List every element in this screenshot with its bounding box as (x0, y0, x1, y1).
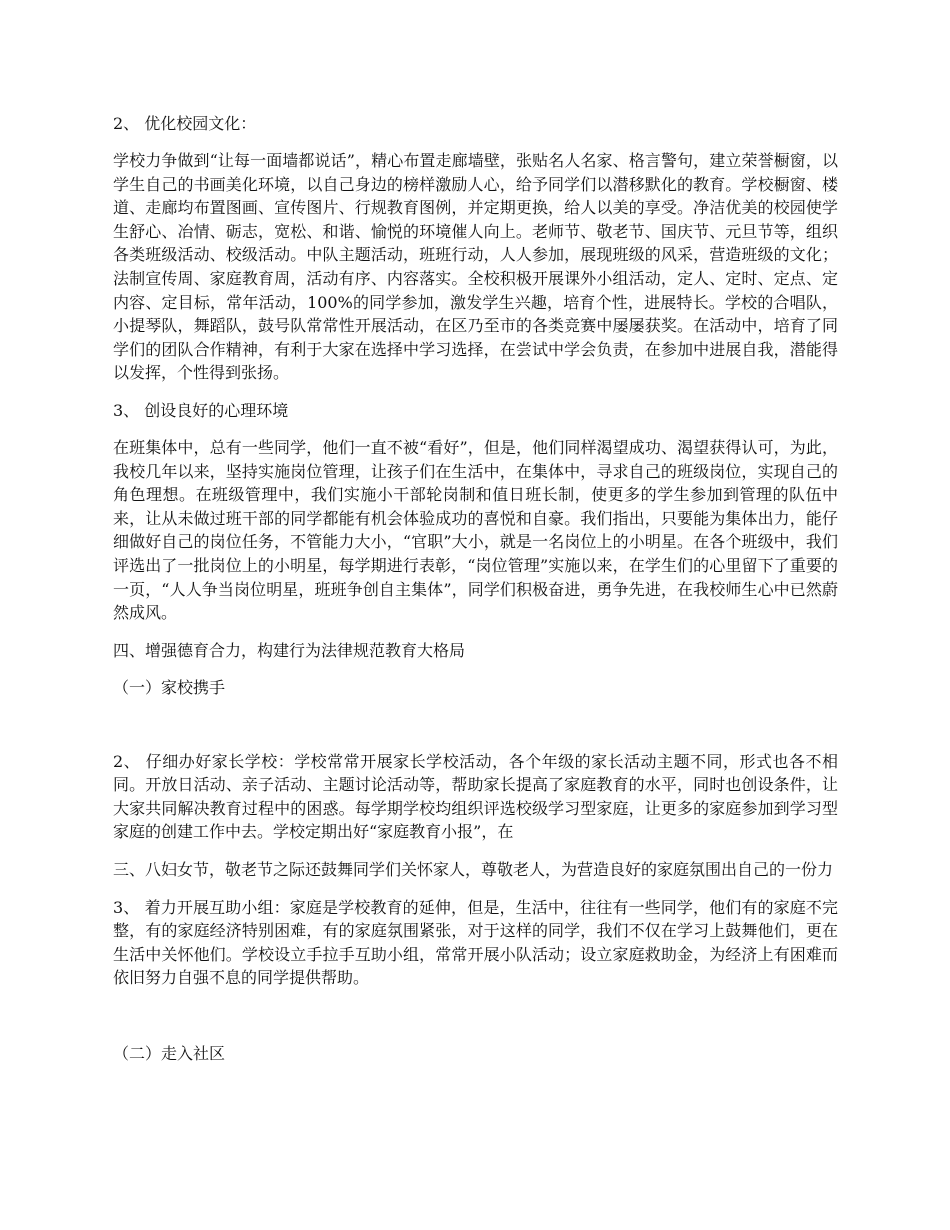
section-heading-psychological-environment: 3、 创设良好的心理环境 (113, 400, 289, 420)
subsection-heading-community: （二）走入社区 (113, 1044, 226, 1064)
document-page (113, 112, 838, 1066)
paragraph-womens-day: 三、八妇女节，敬老节之际还鼓舞同学们关怀家人，尊敬老人，为营造良好的家庭氛围出自己的一份力 (113, 860, 834, 880)
paragraph-mutual-help-groups: 3、 着力开展互助小组：家庭是学校教育的延伸，但是，生活中，往往有一些同学，他们有的家庭不完整，有的家庭经济特别困难，有的家庭氛围紧张，对于这样的同学，我们不仅在学习上鼓舞他们，更在生活中关怀他们。学校设立手拉手互助小组，常常开展小队活动；设立家庭救助金，为经济上有困难而依旧努力自强不息的同学提供帮助。 (113, 897, 838, 988)
paragraph-post-management: 在班集体中，总有一些同学，他们一直不被“看好”，但是，他们同样渴望成功、渴望获得认可，为此，我校几年以来，坚持实施岗位管理，让孩子们在生活中，在集体中，寻求自己的班级岗位，实现自己的角色理想。在班级管理中，我们实施小干部轮岗制和值日班长制，使更多的学生参加到管理的队伍中来，让从未做过班干部的同学都能有机会体验成功的喜悦和自豪。我们指出，只要能为集体出力，能仔细做好自己的岗位任务，不管能力大小，“官职”大小，就是一名岗位上的小明星。在各个班级中，我们评选出了一批岗位上的小明星，每学期进行表彰，“岗位管理”实施以来，在学生们的心里留下了重要的一页，“人人争当岗位明星，班班争创自主集体”，同学们积极奋进，勇争先进，在我校师生心中已然蔚然成风。 (113, 437, 838, 623)
section-heading-optimize-campus-culture: 2、 优化校园文化： (113, 114, 257, 133)
subsection-heading-home-school: （一）家校携手 (113, 677, 226, 697)
paragraph-parent-school: 2、 仔细办好家长学校：学校常常开展家长学校活动，各个年级的家长活动主题不同，形式也各不相同。开放日活动、亲子活动、主题讨论活动等，帮助家长提高了家庭教育的水平，同时也创设条件，让大家共同解决教育过程中的困惑。每学期学校均组织评选校级学习型家庭，让更多的家庭参加到学习型家庭的创建工作中去。学校定期出好“家庭教育小报”，在 (113, 751, 838, 842)
paragraph-campus-culture: 学校力争做到“让每一面墙都说话”，精心布置走廊墙壁，张贴名人名家、格言警句，建立荣誉橱窗，以学生自己的书画美化环境，以自己身边的榜样激励人心，给予同学们以潜移默化的教育。学校橱窗、楼道、走廊均布置图画、宣传图片、行规教育图例，并定期更换，给人以美的享受。净洁优美的校园使学生舒心、冶情、砺志，宽松、和谐、愉悦的环境催人向上。老师节、敬老节、国庆节、元旦节等，组织各类班级活动、校级活动。中队主题活动，班班行动，人人参加，展现班级的风采，营造班级的文化；法制宣传周、家庭教育周，活动有序、内容落实。全校积极开展课外小组活动，定人、定时、定点、定内容、定目标，常年活动，100%的同学参加，激发学生兴趣，培育个性，进展特长。学校的合唱队，小提琴队，舞蹈队，鼓号队常常性开展活动，在区乃至市的各类竞赛中屡屡获奖。在活动中，培育了同学们的团队合作精神，有利于大家在选择中学习选择，在尝试中学会负责，在参加中进展自我，潜能得以发挥，个性得到张扬。 (113, 151, 838, 383)
section-heading-moral-education: 四、增强德育合力，构建行为法律规范教育大格局 (113, 640, 466, 660)
